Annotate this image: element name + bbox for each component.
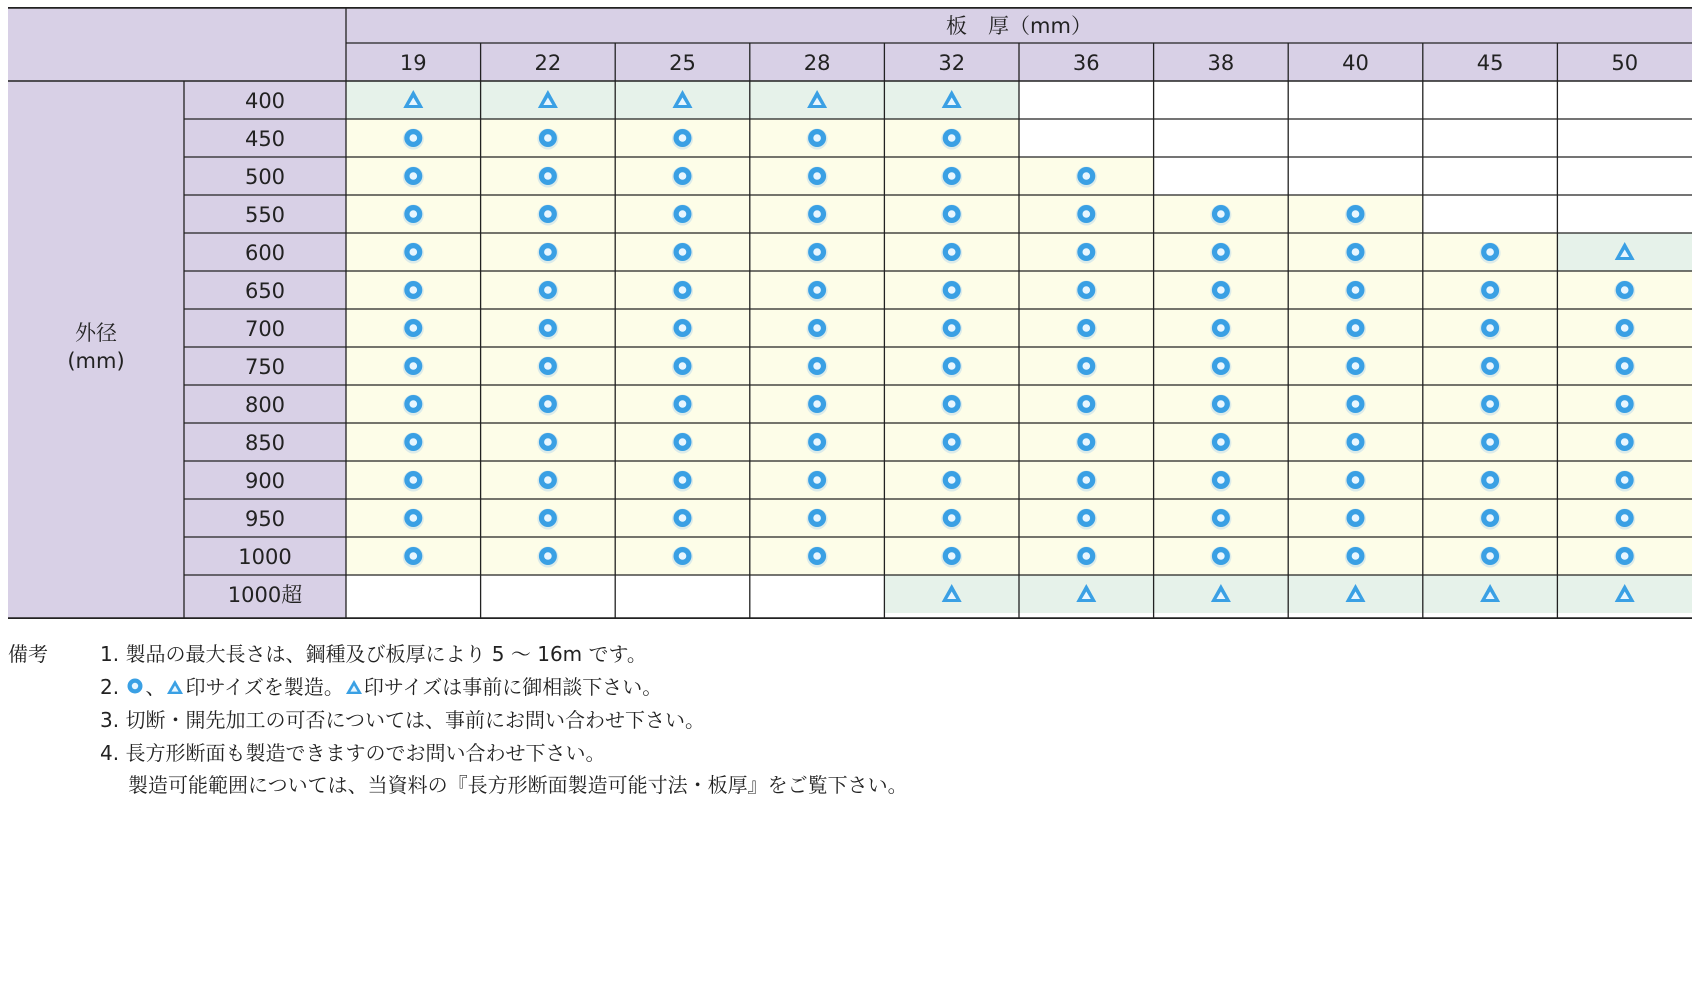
circle-mark-icon	[403, 395, 424, 416]
table-cell	[1557, 81, 1692, 119]
diameter-tick-850: 850	[244, 431, 286, 455]
circle-mark-icon	[1210, 281, 1231, 302]
circle-mark-icon	[1345, 471, 1366, 492]
diameter-unit-label: (mm)	[67, 349, 125, 373]
note-2-separator: 、	[145, 674, 166, 699]
triangle-mark-icon	[345, 672, 363, 705]
diameter-tick-400: 400	[244, 89, 286, 113]
circle-mark-icon	[403, 205, 424, 226]
thickness-tick-25: 25	[669, 51, 696, 75]
circle-mark-icon	[941, 357, 962, 378]
thickness-tick-22: 22	[534, 51, 562, 75]
diameter-tick-900: 900	[244, 469, 286, 493]
thickness-tick-50: 50	[1611, 51, 1639, 75]
circle-mark-icon	[807, 357, 828, 378]
circle-mark-icon	[537, 129, 558, 150]
note-2-end: 印サイズは事前に御相談下さい。	[363, 674, 663, 699]
circle-mark-icon	[1210, 509, 1231, 530]
circle-mark-icon	[1345, 395, 1366, 416]
table-cell	[1288, 81, 1423, 119]
table-cell	[1154, 81, 1289, 119]
circle-mark-icon	[941, 243, 962, 264]
circle-mark-icon	[807, 319, 828, 340]
circle-mark-icon	[403, 433, 424, 454]
circle-mark-icon	[1480, 471, 1501, 492]
note-3: 3. 切断・開先加工の可否については、事前にお問い合わせ下さい。	[100, 708, 706, 733]
table-cell	[1019, 81, 1154, 119]
table-cell	[1557, 119, 1692, 157]
circle-mark-icon	[403, 471, 424, 492]
circle-mark-icon	[403, 547, 424, 568]
note-2	[100, 671, 1660, 705]
circle-mark-icon	[941, 433, 962, 454]
table-cell	[750, 575, 885, 613]
circle-mark-icon	[126, 672, 144, 705]
circle-mark-icon	[1210, 319, 1231, 340]
circle-mark-icon	[1480, 243, 1501, 264]
circle-mark-icon	[672, 471, 693, 492]
circle-mark-icon	[672, 395, 693, 416]
circle-mark-icon	[1076, 357, 1097, 378]
circle-mark-icon	[403, 357, 424, 378]
circle-mark-icon	[537, 471, 558, 492]
diameter-tick-550: 550	[244, 203, 286, 227]
table-cell	[1423, 119, 1558, 157]
circle-mark-icon	[1345, 205, 1366, 226]
note-2-middle: 印サイズを製造。	[185, 674, 344, 699]
circle-mark-icon	[537, 205, 558, 226]
circle-mark-icon	[807, 509, 828, 530]
circle-mark-icon	[1076, 281, 1097, 302]
note-4-continuation: 製造可能範囲については、当資料の『長方形断面製造可能寸法・板厚』をご覧下さい。	[128, 773, 908, 798]
thickness-tick-36: 36	[1072, 51, 1100, 75]
circle-mark-icon	[1345, 509, 1366, 530]
circle-mark-icon	[807, 471, 828, 492]
size-availability-table	[8, 7, 1692, 619]
circle-mark-icon	[403, 243, 424, 264]
table-cell	[615, 575, 750, 613]
circle-mark-icon	[807, 395, 828, 416]
diameter-tick-1000超: 1000超	[227, 583, 303, 607]
thickness-tick-19: 19	[399, 51, 427, 75]
circle-mark-icon	[1614, 395, 1635, 416]
circle-mark-icon	[403, 281, 424, 302]
thickness-tick-38: 38	[1207, 51, 1235, 75]
circle-mark-icon	[807, 243, 828, 264]
circle-mark-icon	[672, 281, 693, 302]
circle-mark-icon	[537, 357, 558, 378]
circle-mark-icon	[672, 167, 693, 188]
circle-mark-icon	[537, 395, 558, 416]
circle-mark-icon	[1210, 205, 1231, 226]
circle-mark-icon	[1076, 471, 1097, 492]
circle-mark-icon	[1480, 433, 1501, 454]
diameter-tick-950: 950	[244, 507, 286, 531]
table-cell	[1423, 81, 1558, 119]
circle-mark-icon	[1614, 471, 1635, 492]
circle-mark-icon	[403, 167, 424, 188]
circle-mark-icon	[941, 509, 962, 530]
circle-mark-icon	[1480, 319, 1501, 340]
circle-mark-icon	[807, 281, 828, 302]
notes-label: 備考	[8, 642, 48, 666]
diameter-tick-600: 600	[244, 241, 286, 265]
circle-mark-icon	[1076, 509, 1097, 530]
circle-mark-icon	[1345, 281, 1366, 302]
circle-mark-icon	[1345, 357, 1366, 378]
thickness-header: 板 厚（mm）	[946, 14, 1092, 38]
diameter-tick-800: 800	[244, 393, 286, 417]
circle-mark-icon	[537, 547, 558, 568]
circle-mark-icon	[1345, 547, 1366, 568]
thickness-tick-32: 32	[938, 51, 966, 75]
table-cell	[1557, 195, 1692, 233]
note-2-prefix: 2.	[100, 674, 126, 699]
row-header-background	[8, 81, 346, 619]
circle-mark-icon	[1345, 243, 1366, 264]
circle-mark-icon	[807, 547, 828, 568]
circle-mark-icon	[403, 129, 424, 150]
table-cell	[1288, 157, 1423, 195]
circle-mark-icon	[537, 433, 558, 454]
note-1: 1. 製品の最大長さは、鋼種及び板厚により 5 ～ 16m です。	[100, 642, 647, 666]
circle-mark-icon	[941, 205, 962, 226]
circle-mark-icon	[672, 433, 693, 454]
circle-mark-icon	[672, 243, 693, 264]
circle-mark-icon	[1076, 243, 1097, 264]
circle-mark-icon	[537, 243, 558, 264]
circle-mark-icon	[807, 433, 828, 454]
circle-mark-icon	[1210, 433, 1231, 454]
circle-mark-icon	[1076, 395, 1097, 416]
circle-mark-icon	[941, 395, 962, 416]
notes-list	[100, 638, 1660, 802]
circle-mark-icon	[672, 319, 693, 340]
circle-mark-icon	[941, 547, 962, 568]
circle-mark-icon	[672, 509, 693, 530]
circle-mark-icon	[1210, 471, 1231, 492]
table-cell	[1288, 119, 1423, 157]
table-cell	[346, 575, 481, 613]
circle-mark-icon	[403, 319, 424, 340]
table-cell	[1557, 157, 1692, 195]
circle-mark-icon	[1480, 357, 1501, 378]
circle-mark-icon	[941, 281, 962, 302]
circle-mark-icon	[1076, 319, 1097, 340]
diameter-tick-450: 450	[244, 127, 286, 151]
circle-mark-icon	[1614, 357, 1635, 378]
diameter-tick-750: 750	[244, 355, 286, 379]
circle-mark-icon	[941, 129, 962, 150]
circle-mark-icon	[1076, 547, 1097, 568]
thickness-tick-40: 40	[1342, 51, 1369, 75]
circle-mark-icon	[1210, 395, 1231, 416]
circle-mark-icon	[807, 167, 828, 188]
table-cell	[1154, 119, 1289, 157]
thickness-tick-28: 28	[803, 51, 831, 75]
header-background	[8, 7, 1692, 81]
circle-mark-icon	[941, 471, 962, 492]
thickness-tick-45: 45	[1476, 51, 1504, 75]
circle-mark-icon	[537, 167, 558, 188]
table-cell	[1019, 119, 1154, 157]
circle-mark-icon	[1480, 509, 1501, 530]
table-cell	[1423, 157, 1558, 195]
diameter-tick-700: 700	[244, 317, 286, 341]
circle-mark-icon	[1614, 319, 1635, 340]
circle-mark-icon	[672, 129, 693, 150]
circle-mark-icon	[1210, 357, 1231, 378]
triangle-mark-icon	[166, 672, 184, 705]
circle-mark-icon	[1614, 433, 1635, 454]
circle-mark-icon	[672, 547, 693, 568]
circle-mark-icon	[403, 509, 424, 530]
circle-mark-icon	[537, 319, 558, 340]
table-cell	[1423, 195, 1558, 233]
circle-mark-icon	[1480, 547, 1501, 568]
circle-mark-icon	[1076, 433, 1097, 454]
circle-mark-icon	[1614, 547, 1635, 568]
table-cell	[481, 575, 616, 613]
circle-mark-icon	[672, 205, 693, 226]
circle-mark-icon	[1614, 509, 1635, 530]
circle-mark-icon	[672, 357, 693, 378]
circle-mark-icon	[1210, 547, 1231, 568]
circle-mark-icon	[1076, 205, 1097, 226]
circle-mark-icon	[1210, 243, 1231, 264]
circle-mark-icon	[807, 129, 828, 150]
circle-mark-icon	[537, 509, 558, 530]
circle-mark-icon	[941, 319, 962, 340]
circle-mark-icon	[1614, 281, 1635, 302]
diameter-tick-650: 650	[244, 279, 286, 303]
diameter-label: 外径	[75, 321, 117, 345]
table-cell	[1154, 157, 1289, 195]
circle-mark-icon	[807, 205, 828, 226]
diameter-tick-1000: 1000	[238, 545, 292, 569]
circle-mark-icon	[941, 167, 962, 188]
note-4: 4. 長方形断面も製造できますのでお問い合わせ下さい。	[100, 740, 606, 765]
circle-mark-icon	[1345, 319, 1366, 340]
circle-mark-icon	[1480, 281, 1501, 302]
circle-mark-icon	[1480, 395, 1501, 416]
circle-mark-icon	[537, 281, 558, 302]
circle-mark-icon	[1345, 433, 1366, 454]
circle-mark-icon	[1076, 167, 1097, 188]
diameter-tick-500: 500	[244, 165, 286, 189]
